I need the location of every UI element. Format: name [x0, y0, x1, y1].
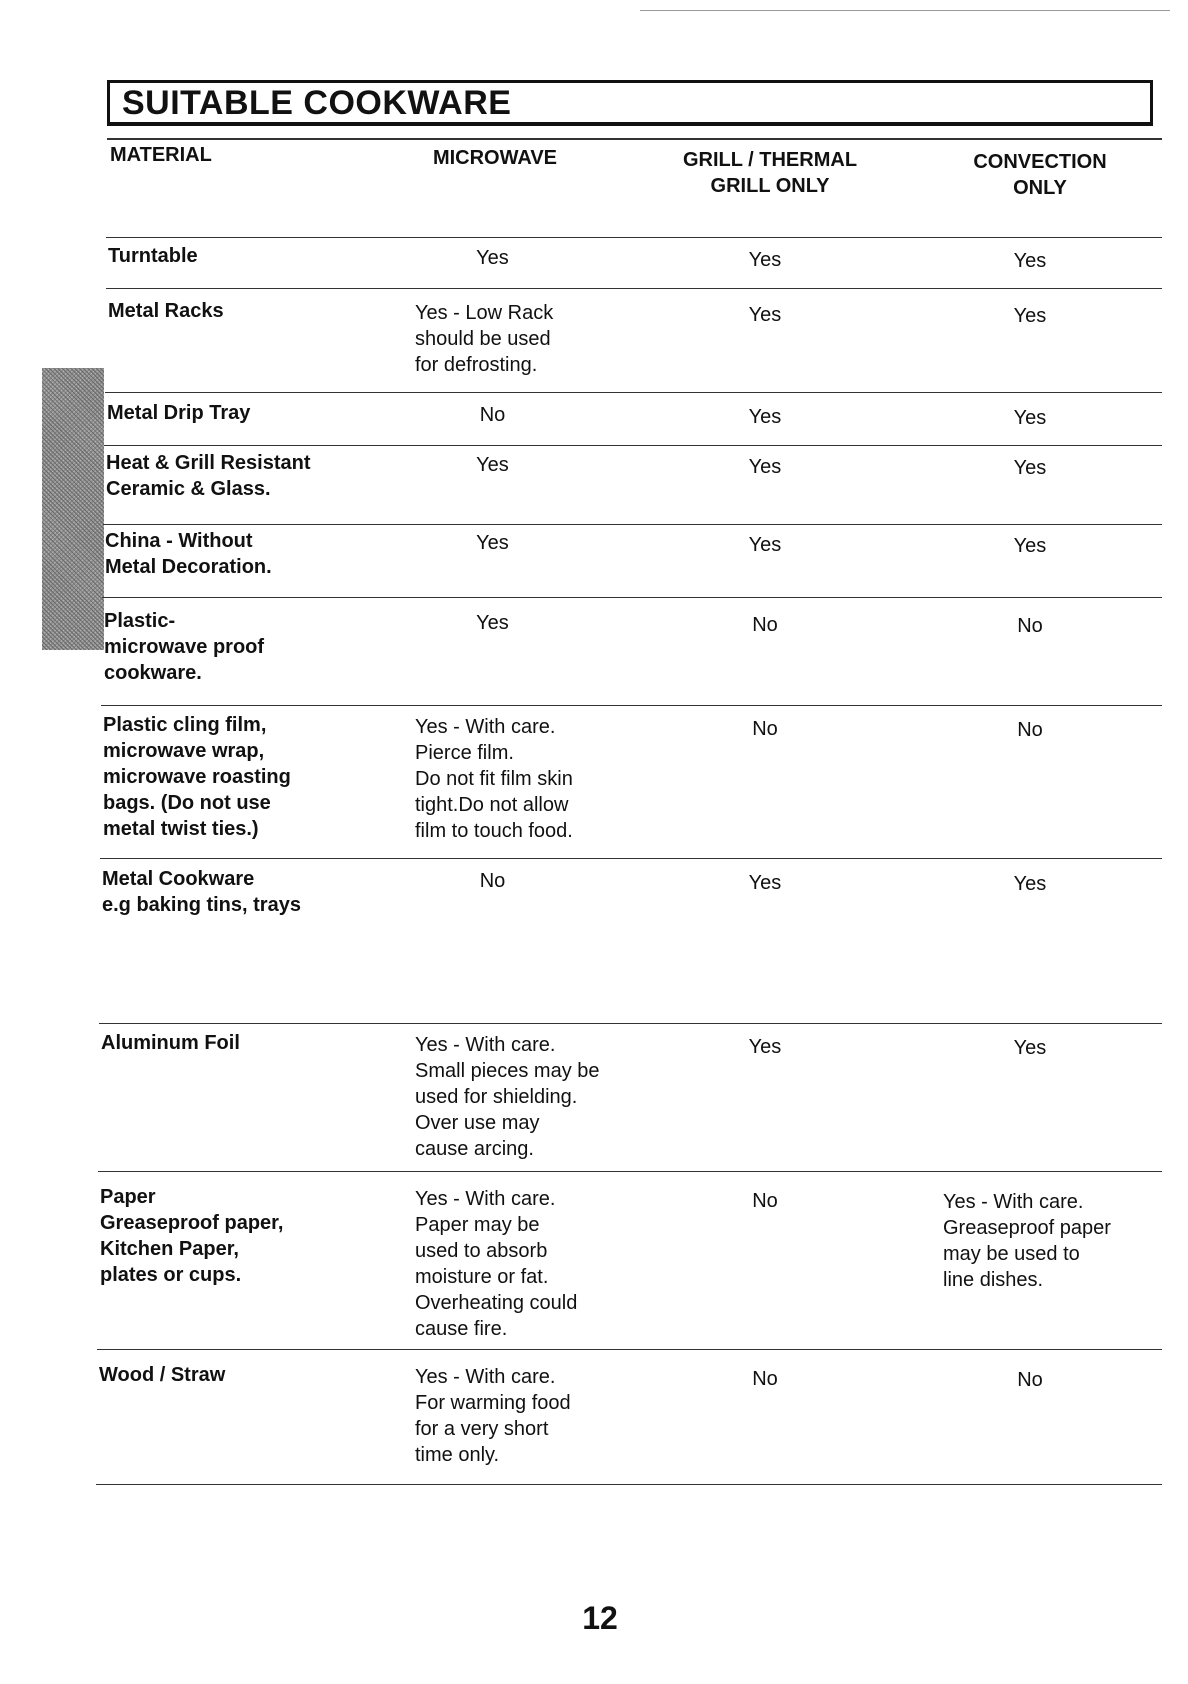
cell-convection-line: No [1017, 615, 1043, 637]
cell-microwave-line: cause arcing. [415, 1138, 534, 1160]
cell-convection-line: No [1017, 719, 1043, 741]
row-rule [97, 1349, 1162, 1350]
cell-convection-line: Yes [1013, 305, 1047, 327]
cell-grill-line: Yes [748, 249, 782, 271]
cell-microwave-line: for a very short [415, 1418, 549, 1440]
cell-material-line: Metal Drip Tray [107, 402, 251, 424]
top-decorative-rule [640, 10, 1170, 11]
cell-microwave-line: used to absorb [415, 1240, 548, 1262]
cell-material-line: metal twist ties.) [103, 818, 259, 840]
cell-material-line: Turntable [108, 245, 198, 267]
cell-microwave-line: time only. [415, 1444, 500, 1466]
cell-convection-line: Greaseproof paper [943, 1217, 1111, 1239]
cell-microwave-line: For warming food [415, 1392, 571, 1414]
cell-microwave-line: Small pieces may be [415, 1060, 600, 1082]
cell-microwave-line: Pierce film. [415, 742, 514, 764]
cell-grill-line: Yes [748, 534, 782, 556]
column-header-convection [920, 149, 1160, 201]
cell-grill-line: Yes [748, 304, 782, 326]
cell-material-line: Plastic- [104, 610, 176, 632]
column-header-grill [640, 147, 900, 199]
cell-grill-line: Yes [748, 406, 782, 428]
cell-microwave-line: Yes [476, 247, 509, 269]
cell-material [101, 1030, 240, 1056]
cell-material-line: Metal Racks [108, 300, 224, 322]
cell-convection-line: Yes [1013, 407, 1047, 429]
cell-grill [700, 1188, 830, 1214]
cell-convection [960, 405, 1100, 431]
cell-microwave-line: should be used [415, 328, 551, 350]
cell-grill [700, 247, 830, 273]
title-box [107, 80, 1153, 126]
cell-material-line: cookware. [104, 662, 202, 684]
column-header-convection-line-1: CONVECTION [973, 151, 1107, 173]
cell-convection-line: Yes [1013, 535, 1047, 557]
cell-microwave-line: Yes - With care. [415, 1366, 556, 1388]
cell-microwave-line: Over use may [415, 1112, 540, 1134]
cell-grill-line: No [752, 1190, 778, 1212]
cell-microwave [415, 1186, 577, 1342]
row-rule [96, 1484, 1162, 1485]
cell-microwave-line: Yes [476, 612, 509, 634]
cell-material-line: China - Without [105, 530, 253, 552]
cell-convection-line: No [1017, 1369, 1043, 1391]
cell-convection-line: Yes [1013, 250, 1047, 272]
cell-grill [700, 532, 830, 558]
row-rule [105, 392, 1162, 393]
row-rule [100, 858, 1162, 859]
cell-convection [960, 1367, 1100, 1393]
column-header-grill-line-2: GRILL ONLY [710, 175, 830, 197]
cell-material-line: microwave proof [104, 636, 265, 658]
row-rule [101, 705, 1162, 706]
cell-grill-line: Yes [748, 1036, 782, 1058]
cell-microwave-line: film to touch food. [415, 820, 573, 842]
cell-microwave [415, 610, 570, 636]
cell-microwave-line: moisture or fat. [415, 1266, 549, 1288]
cell-microwave-line: Yes [476, 532, 509, 554]
cell-material [107, 400, 250, 426]
cell-material-line: Aluminum Foil [101, 1032, 240, 1054]
cell-grill [700, 870, 830, 896]
cell-convection-line: Yes - With care. [943, 1191, 1084, 1213]
header-rule [107, 138, 1162, 140]
cell-microwave-line: Paper may be [415, 1214, 540, 1236]
column-header-material: MATERIAL [110, 144, 212, 166]
cell-convection-line: Yes [1013, 1037, 1047, 1059]
column-header-microwave: MICROWAVE [432, 147, 558, 169]
cell-microwave-line: Yes - With care. [415, 1188, 556, 1210]
row-rule [103, 524, 1162, 525]
cell-microwave [415, 868, 570, 894]
cell-convection [960, 871, 1100, 897]
cell-convection-line: Yes [1013, 457, 1047, 479]
cell-grill-line: Yes [748, 456, 782, 478]
row-rule [106, 288, 1162, 289]
cell-material-line: Metal Cookware [102, 868, 255, 890]
cell-microwave-line: Yes [476, 454, 509, 476]
cell-microwave [415, 245, 570, 271]
cell-material [100, 1184, 283, 1288]
cell-material [104, 608, 264, 686]
cell-material [108, 243, 198, 269]
cell-grill-line: Yes [748, 872, 782, 894]
cell-microwave-line: cause fire. [415, 1318, 508, 1340]
cell-material-line: microwave roasting [103, 766, 291, 788]
cell-material-line: Heat & Grill Resistant [106, 452, 311, 474]
cell-microwave [415, 714, 573, 844]
page-number: 12 [582, 1600, 618, 1636]
cell-microwave-line: Do not fit film skin [415, 768, 573, 790]
cell-grill [700, 454, 830, 480]
cell-microwave-line: Yes - Low Rack [415, 302, 554, 324]
cell-material-line: Ceramic & Glass. [106, 478, 271, 500]
cell-material-line: Metal Decoration. [105, 556, 272, 578]
row-rule [102, 597, 1162, 598]
cell-material-line: bags. (Do not use [103, 792, 271, 814]
cell-convection [960, 533, 1100, 559]
cell-material-line: e.g baking tins, trays [102, 894, 301, 916]
cell-material-line: Wood / Straw [99, 1364, 226, 1386]
cell-microwave-line: Yes - With care. [415, 716, 556, 738]
cell-material [108, 298, 224, 324]
cell-grill-line: No [752, 1368, 778, 1390]
cell-microwave-line: used for shielding. [415, 1086, 578, 1108]
cell-convection [960, 303, 1100, 329]
cell-convection [960, 1035, 1100, 1061]
cell-grill [700, 612, 830, 638]
cell-material-line: Plastic cling film, [103, 714, 267, 736]
cell-material-line: plates or cups. [100, 1264, 242, 1286]
cell-grill [700, 1366, 830, 1392]
row-rule [104, 445, 1162, 446]
cell-material-line: Kitchen Paper, [100, 1238, 239, 1260]
cell-material [102, 866, 301, 918]
column-header-grill-line-1: GRILL / THERMAL [682, 149, 858, 171]
cell-convection-line: Yes [1013, 873, 1047, 895]
cell-convection-line: line dishes. [943, 1269, 1044, 1291]
cell-microwave-line: Overheating could [415, 1292, 578, 1314]
cell-convection-line: may be used to [943, 1243, 1080, 1265]
cell-microwave-line: No [479, 870, 506, 892]
page-title: SUITABLE COOKWARE [122, 84, 512, 122]
cell-grill [700, 716, 830, 742]
cell-grill [700, 1034, 830, 1060]
cell-grill-line: No [752, 718, 778, 740]
row-rule [99, 1023, 1162, 1024]
cell-microwave [415, 300, 553, 378]
cell-microwave-line: for defrosting. [415, 354, 538, 376]
cell-material-line: Paper [100, 1186, 156, 1208]
cell-material-line: Greaseproof paper, [100, 1212, 284, 1234]
cell-microwave [415, 1032, 600, 1162]
cell-grill [700, 404, 830, 430]
cell-convection [943, 1189, 1111, 1293]
row-rule [98, 1171, 1162, 1172]
cell-microwave [415, 530, 570, 556]
cell-material [105, 528, 272, 580]
column-header-convection-line-2: ONLY [1013, 177, 1067, 199]
cell-microwave-line: tight.Do not allow [415, 794, 569, 816]
cell-microwave [415, 1364, 571, 1468]
row-rule [106, 237, 1162, 238]
cell-microwave-line: Yes - With care. [415, 1034, 556, 1056]
cell-grill-line: No [752, 614, 778, 636]
cell-convection [960, 717, 1100, 743]
section-shade-marker [42, 368, 104, 650]
cell-microwave [415, 452, 570, 478]
cell-convection [960, 248, 1100, 274]
cell-convection [960, 613, 1100, 639]
cell-material [106, 450, 311, 502]
cell-material [103, 712, 291, 842]
cell-microwave-line: No [479, 404, 506, 426]
cell-convection [960, 455, 1100, 481]
cell-grill [700, 302, 830, 328]
cell-material [99, 1362, 225, 1388]
cell-microwave [415, 402, 570, 428]
cell-material-line: microwave wrap, [103, 740, 265, 762]
